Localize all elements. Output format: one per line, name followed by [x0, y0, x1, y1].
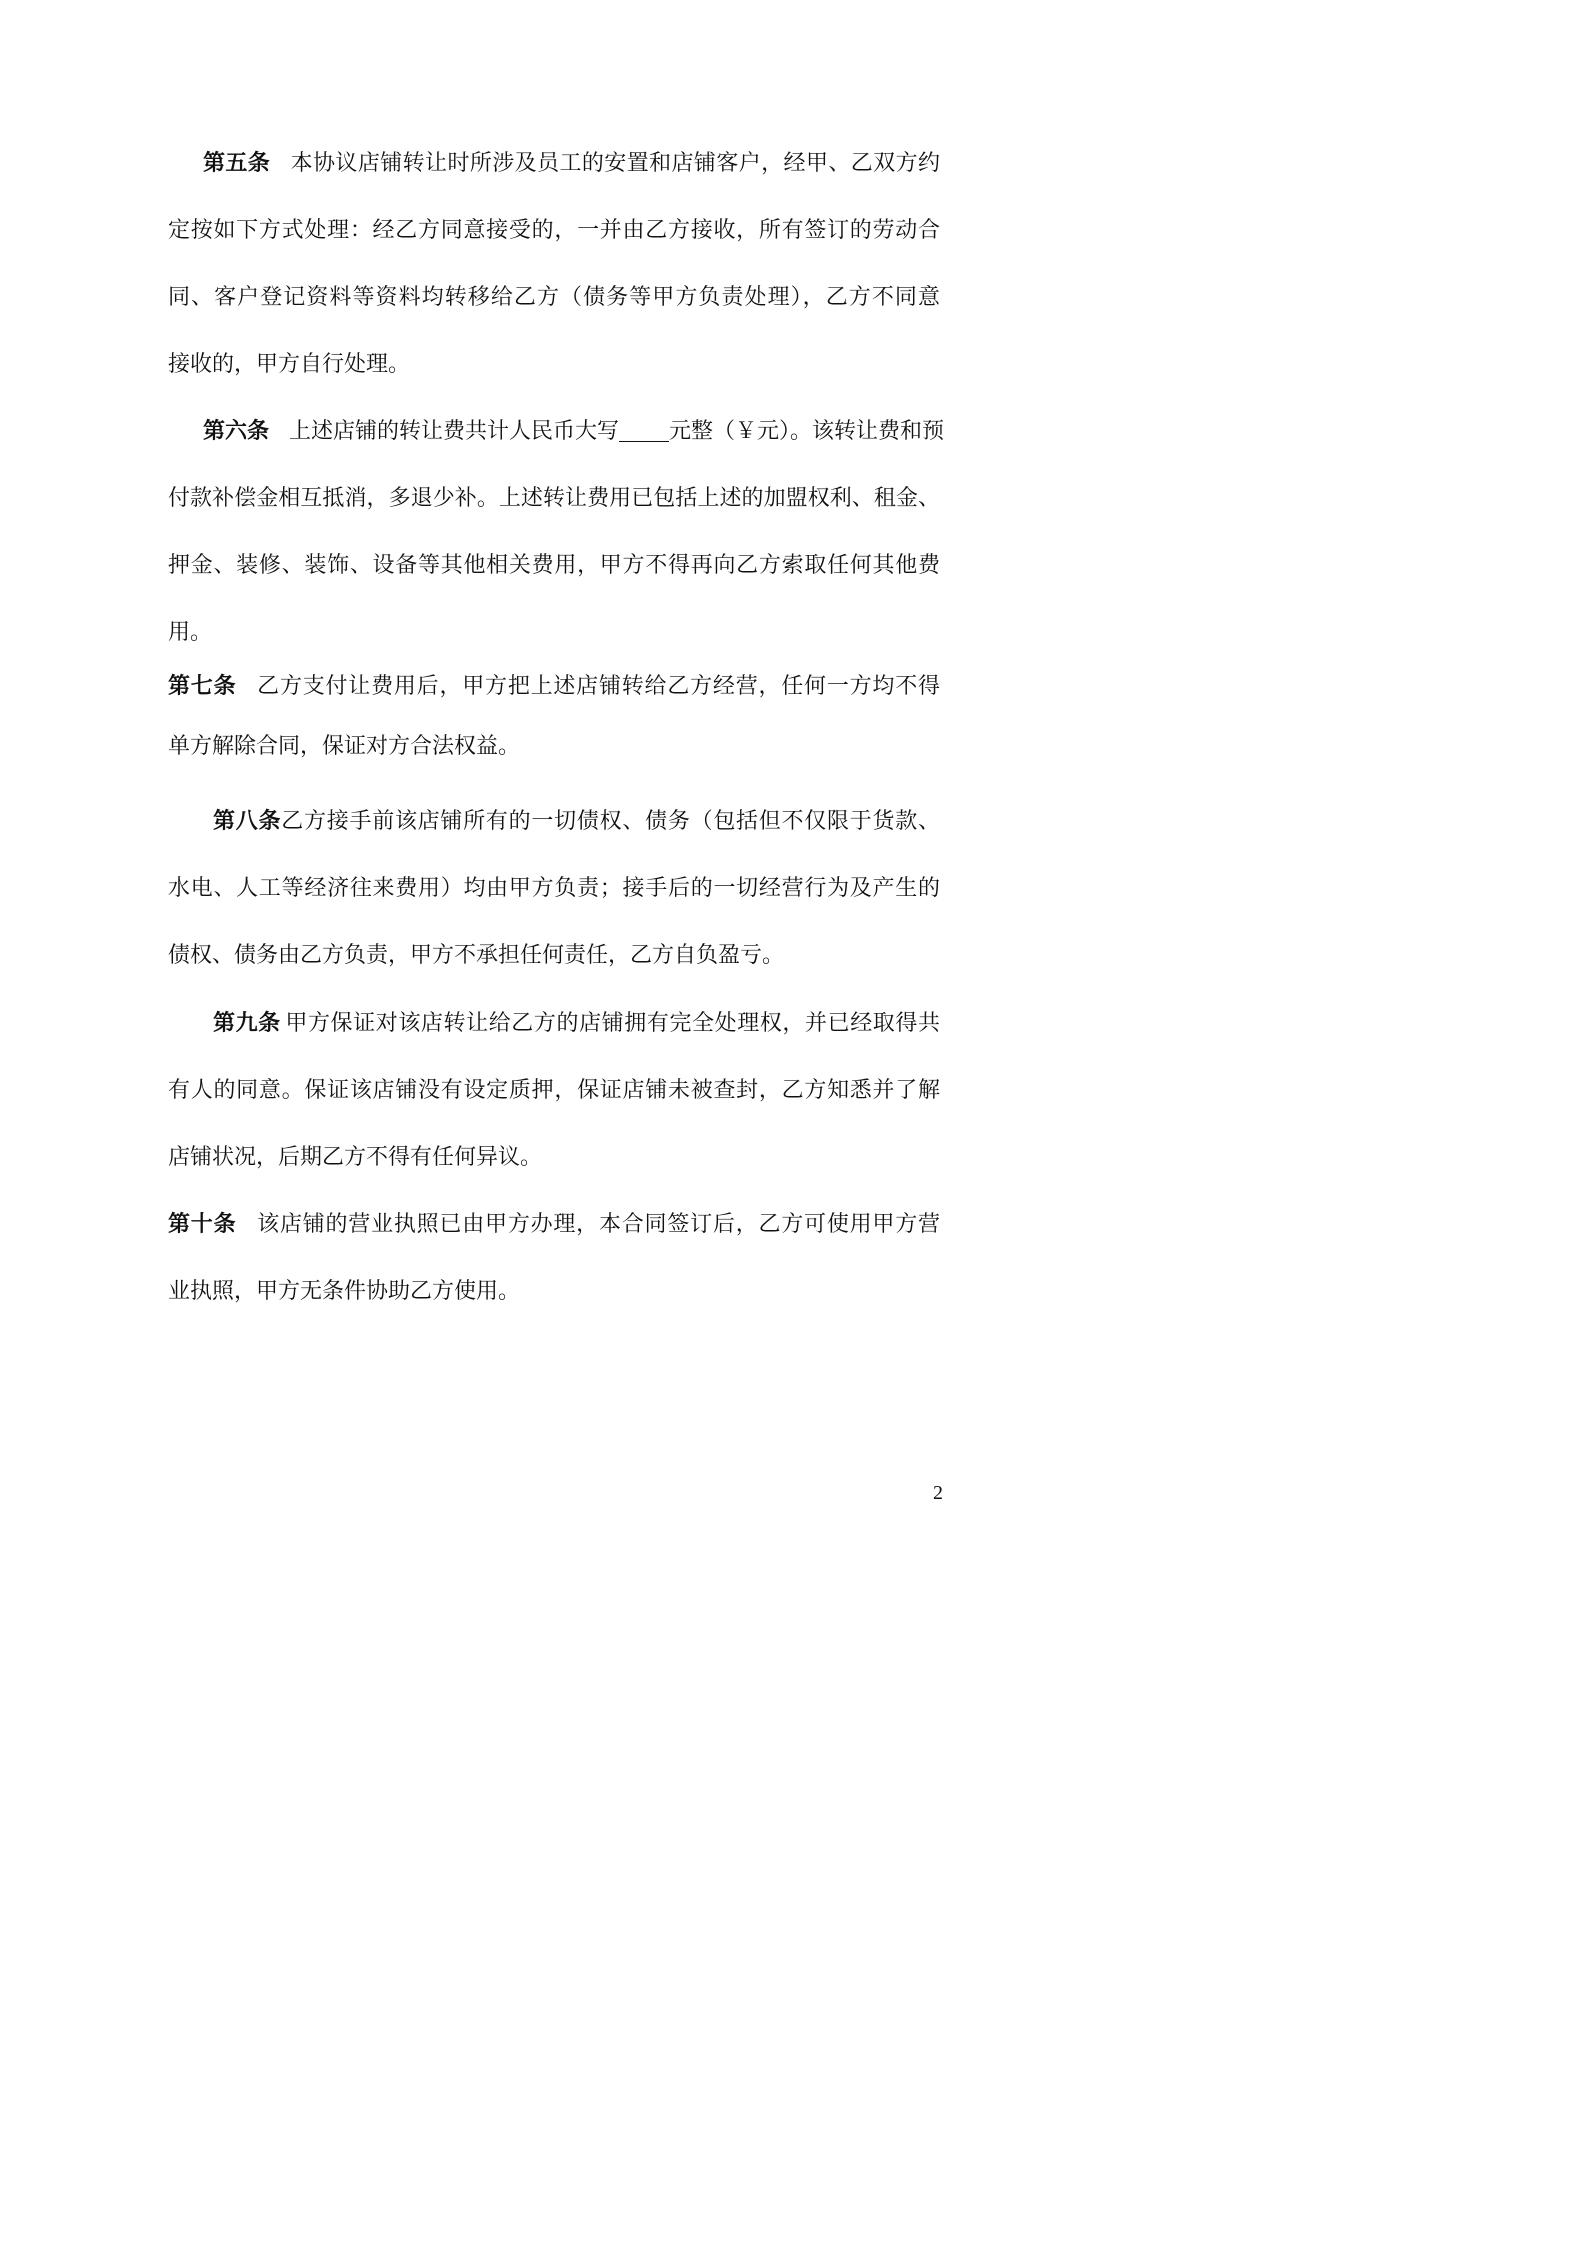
- article-9-line-3: 店铺状况，后期乙方不得有任何异议。: [168, 1145, 543, 1170]
- article-6-label: 第六条: [203, 419, 270, 444]
- article-9-text-1: 甲方保证对该店转让给乙方的店铺拥有完全处理权，并已经取得共: [284, 1011, 940, 1036]
- article-6-line-1: [203, 412, 945, 452]
- article-10-text-1: 该店铺的营业执照已由甲方办理，本合同签订后，乙方可使用甲方营: [256, 1212, 940, 1237]
- article-8-line-1: [213, 802, 940, 842]
- article-7-line-2: 单方解除合同，保证对方合法权益。: [168, 734, 521, 759]
- article-7-label: 第七条: [168, 674, 237, 699]
- article-7-text-1: 乙方支付让费用后，甲方把上述店铺转给乙方经营，任何一方均不得: [256, 674, 940, 699]
- amount-blank: [619, 417, 669, 442]
- article-8-line-3: 债权、债务由乙方负责，甲方不承担任何责任，乙方自负盈亏。: [168, 943, 785, 968]
- article-10-line-1: [168, 1205, 940, 1245]
- article-6-text-after-blank: 元整（￥元）。该转让费和预: [669, 419, 945, 444]
- article-9-line-1: [213, 1004, 940, 1044]
- article-6-line-3: 押金、装修、装饰、设备等其他相关费用，甲方不得再向乙方索取任何其他费: [168, 553, 940, 578]
- article-8-line-2: 水电、人工等经济往来费用）均由甲方负责；接手后的一切经营行为及产生的: [168, 876, 940, 901]
- document-page: [0, 0, 1101, 1558]
- article-8-text-1: 乙方接手前该店铺所有的一切债权、债务（包括但不仅限于货款、: [281, 809, 940, 834]
- article-5-label: 第五条: [203, 151, 271, 176]
- article-5-text-1: 本协议店铺转让时所涉及员工的安置和店铺客户，经甲、乙双方约: [290, 151, 940, 176]
- article-5-line-3: 同、客户登记资料等资料均转移给乙方（债务等甲方负责处理），乙方不同意: [168, 285, 940, 310]
- article-10-line-2: 业执照，甲方无条件协助乙方使用。: [168, 1279, 521, 1304]
- article-9-label: 第九条: [213, 1011, 281, 1036]
- page-number: 2: [933, 1482, 943, 1504]
- article-8-label: 第八条: [213, 809, 282, 834]
- article-6-text-before-blank: 上述店铺的转让费共计人民币大写: [289, 419, 620, 444]
- article-7-line-1: [168, 667, 940, 707]
- article-6-line-4: 用。: [168, 620, 213, 645]
- article-6-line-2: 付款补偿金相互抵消，多退少补。上述转让费用已包括上述的加盟权利、租金、: [168, 486, 940, 511]
- article-5-line-2: 定按如下方式处理：经乙方同意接受的，一并由乙方接收，所有签订的劳动合: [168, 218, 940, 243]
- article-10-label: 第十条: [168, 1212, 237, 1237]
- article-5-line-1: [203, 144, 940, 184]
- article-5-line-4: 接收的，甲方自行处理。: [168, 352, 411, 377]
- article-9-line-2: 有人的同意。保证该店铺没有设定质押，保证店铺未被查封，乙方知悉并了解: [168, 1078, 940, 1103]
